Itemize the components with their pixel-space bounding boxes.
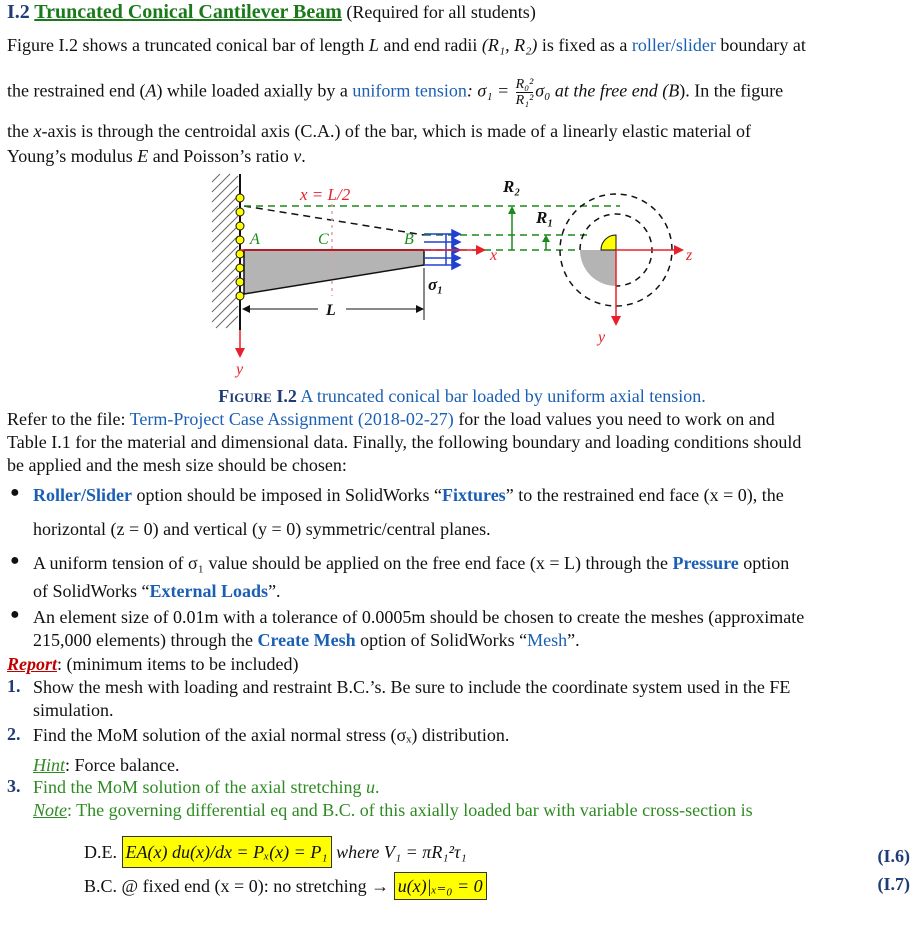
- text: ”.: [268, 581, 281, 601]
- text: and end radii: [378, 35, 482, 55]
- z-axis-arrowhead: [674, 245, 684, 255]
- label-x: x: [490, 247, 498, 264]
- text: Young’s modulus: [7, 146, 138, 166]
- de-label: D.E.: [84, 842, 117, 862]
- de-equation-box: EA(x) du(x)/dx = Pₓ(x) = P₁: [122, 836, 332, 868]
- frac-num: R₀²: [515, 77, 534, 92]
- section-heading: Truncated Conical Cantilever Beam: [34, 1, 342, 23]
- var: u: [365, 777, 375, 797]
- report-item-2-line-1: Find the MoM solution of the axial normal stress (σₓ) distribution.: [33, 725, 510, 745]
- bullet-3-line-2: [33, 629, 580, 651]
- text: Refer to the file:: [7, 409, 130, 429]
- figure-diagram: [0, 168, 924, 383]
- caption-text: A truncated conical bar loaded by uniform axial tension.: [300, 386, 706, 406]
- hint-label: Hint: [33, 755, 66, 775]
- text: the: [7, 121, 34, 141]
- label-y-left: y: [236, 361, 244, 378]
- assignment-link[interactable]: Term-Project Case Assignment (2018-02-27): [129, 409, 454, 429]
- bullet-3-line-1: An element size of 0.01m with a tolerance of 0.0005m should be chosen to create the meshes (approximate: [33, 607, 805, 627]
- bullet-dot: ●: [10, 552, 20, 569]
- text: option should be imposed in SolidWorks “: [131, 485, 443, 505]
- roller-slider-term: Roller/Slider: [33, 485, 132, 505]
- label-sigma: σ₁: [428, 275, 444, 294]
- label-b: B: [404, 231, 414, 248]
- label-r2: R₂: [503, 177, 521, 196]
- label-a: A: [250, 231, 260, 248]
- label-y-right: y: [598, 329, 606, 346]
- text: Find the MoM solution of the axial stretching: [33, 777, 366, 797]
- var: E: [137, 146, 149, 166]
- report-item-1-number: 1.: [7, 676, 21, 696]
- bullet-dot: ●: [10, 484, 20, 501]
- report-item-2-number: 2.: [7, 724, 21, 744]
- note-label: Note: [33, 800, 67, 820]
- label-l: L: [326, 302, 336, 319]
- report-label: Report: [7, 654, 58, 674]
- equation-number-i7: (I.7): [877, 874, 910, 894]
- eq: : σ₁ =: [466, 80, 510, 101]
- var: (R₁, R₂): [481, 35, 538, 55]
- create-mesh-term: Create Mesh: [257, 630, 356, 650]
- intro-line-3: [7, 120, 751, 142]
- text: the restrained end (: [7, 80, 146, 101]
- report-item-1-line-2: simulation.: [33, 700, 114, 720]
- var: A: [145, 80, 157, 101]
- caption-label: Figure I.2: [218, 386, 297, 406]
- bullet-2-line-2: [33, 580, 281, 602]
- text: option of SolidWorks “: [355, 630, 528, 650]
- text: is fixed as a: [537, 35, 632, 55]
- report-item-2-hint: [33, 754, 179, 776]
- text: option: [738, 553, 790, 573]
- text: boundary at: [715, 35, 806, 55]
- refer-line-3: be applied and the mesh size should be chosen:: [7, 455, 347, 475]
- bullet-dot: ●: [10, 606, 20, 623]
- dim-arrow-right: [416, 305, 424, 313]
- text: ” to the restrained end face (x = 0), the: [505, 485, 784, 505]
- de-where: where V₁ = πR₁²τ₁: [336, 842, 467, 862]
- text: .: [374, 777, 380, 797]
- intro-line-4: [7, 145, 306, 167]
- figure-caption: [0, 385, 924, 407]
- equation-number-i6: (I.6): [877, 846, 910, 866]
- mesh-term: Mesh: [527, 630, 568, 650]
- label-x-half: x = L/2: [300, 185, 351, 204]
- external-loads-term: External Loads: [149, 581, 269, 601]
- var: ν: [293, 146, 302, 166]
- intro-line-1: [7, 34, 806, 56]
- report-item-3-number: 3.: [7, 776, 21, 796]
- var: B: [668, 80, 680, 101]
- r2-arrowhead: [508, 206, 516, 214]
- section-number: I.2: [7, 1, 30, 23]
- text: : Force balance.: [65, 755, 180, 775]
- text: -axis is through the centroidal axis (C.A.) of the bar, which is made of a linearly elastic material of: [41, 121, 752, 141]
- text: ) while loaded axially by a: [156, 80, 353, 101]
- y-axis-right-arrowhead: [611, 316, 621, 326]
- text: ). In the figure: [679, 80, 784, 101]
- dim-arrow-left: [242, 305, 250, 313]
- text: A uniform tension of σ₁ value should be applied on the free end face (x = L) through the: [33, 553, 673, 573]
- refer-line-1: [7, 408, 775, 430]
- text: and Poisson’s ratio: [148, 146, 294, 166]
- report-item-3-note: [33, 799, 753, 821]
- intro-line-2: [7, 77, 783, 108]
- label-z: z: [686, 247, 693, 264]
- text: of SolidWorks “: [33, 581, 150, 601]
- roller-slider-link[interactable]: roller/slider: [631, 35, 716, 55]
- text: : The governing differential eq and B.C. of this axially loaded bar with variable cross-section is: [67, 800, 753, 820]
- refer-line-2: Table I.1 for the material and dimensional data. Finally, the following boundary and loading conditions should: [7, 432, 802, 452]
- fixtures-term: Fixtures: [442, 485, 506, 505]
- label-c: C: [318, 231, 329, 248]
- var: x: [33, 121, 42, 141]
- bar-lower-half: [244, 250, 424, 294]
- y-axis-left-arrowhead: [235, 348, 245, 358]
- bullet-2-line-1: [33, 552, 789, 574]
- section-note: (Required for all students): [346, 2, 536, 22]
- label-r1: R₁: [536, 208, 554, 227]
- bullet-1-line-1: [33, 484, 784, 506]
- fraction: [516, 77, 534, 108]
- report-item-3-line-1: [33, 776, 379, 798]
- text: .: [301, 146, 306, 166]
- report-heading: [7, 653, 298, 675]
- frac-den: R₁²: [515, 93, 534, 108]
- text: Figure I.2 shows a truncated conical bar of length: [7, 35, 369, 55]
- pressure-term: Pressure: [672, 553, 739, 573]
- text: 215,000 elements) through the: [33, 630, 258, 650]
- report-item-1-line-1: Show the mesh with loading and restraint B.C.’s. Be sure to include the coordinate system used in the FE: [33, 677, 791, 697]
- eq: σ₀ at the free end (: [535, 80, 669, 101]
- bullet-1-line-2: horizontal (z = 0) and vertical (y = 0) symmetric/central planes.: [33, 519, 491, 539]
- var: L: [368, 35, 379, 55]
- uniform-tension-link[interactable]: uniform tension: [352, 80, 467, 101]
- equation-bc: [84, 872, 487, 900]
- text: ”.: [567, 630, 580, 650]
- equation-de: [84, 836, 467, 868]
- text: : (minimum items to be included): [57, 654, 299, 674]
- section-title: [7, 1, 536, 23]
- x-axis-arrowhead: [476, 245, 486, 255]
- r1-arrowhead: [542, 235, 550, 242]
- text: for the load values you need to work on and: [453, 409, 775, 429]
- bc-equation-box: u(x)|ₓ₌₀ = 0: [394, 872, 487, 900]
- bc-label: B.C. @ fixed end (x = 0): no stretching →: [84, 876, 390, 896]
- bar-upper-profile: [244, 206, 424, 235]
